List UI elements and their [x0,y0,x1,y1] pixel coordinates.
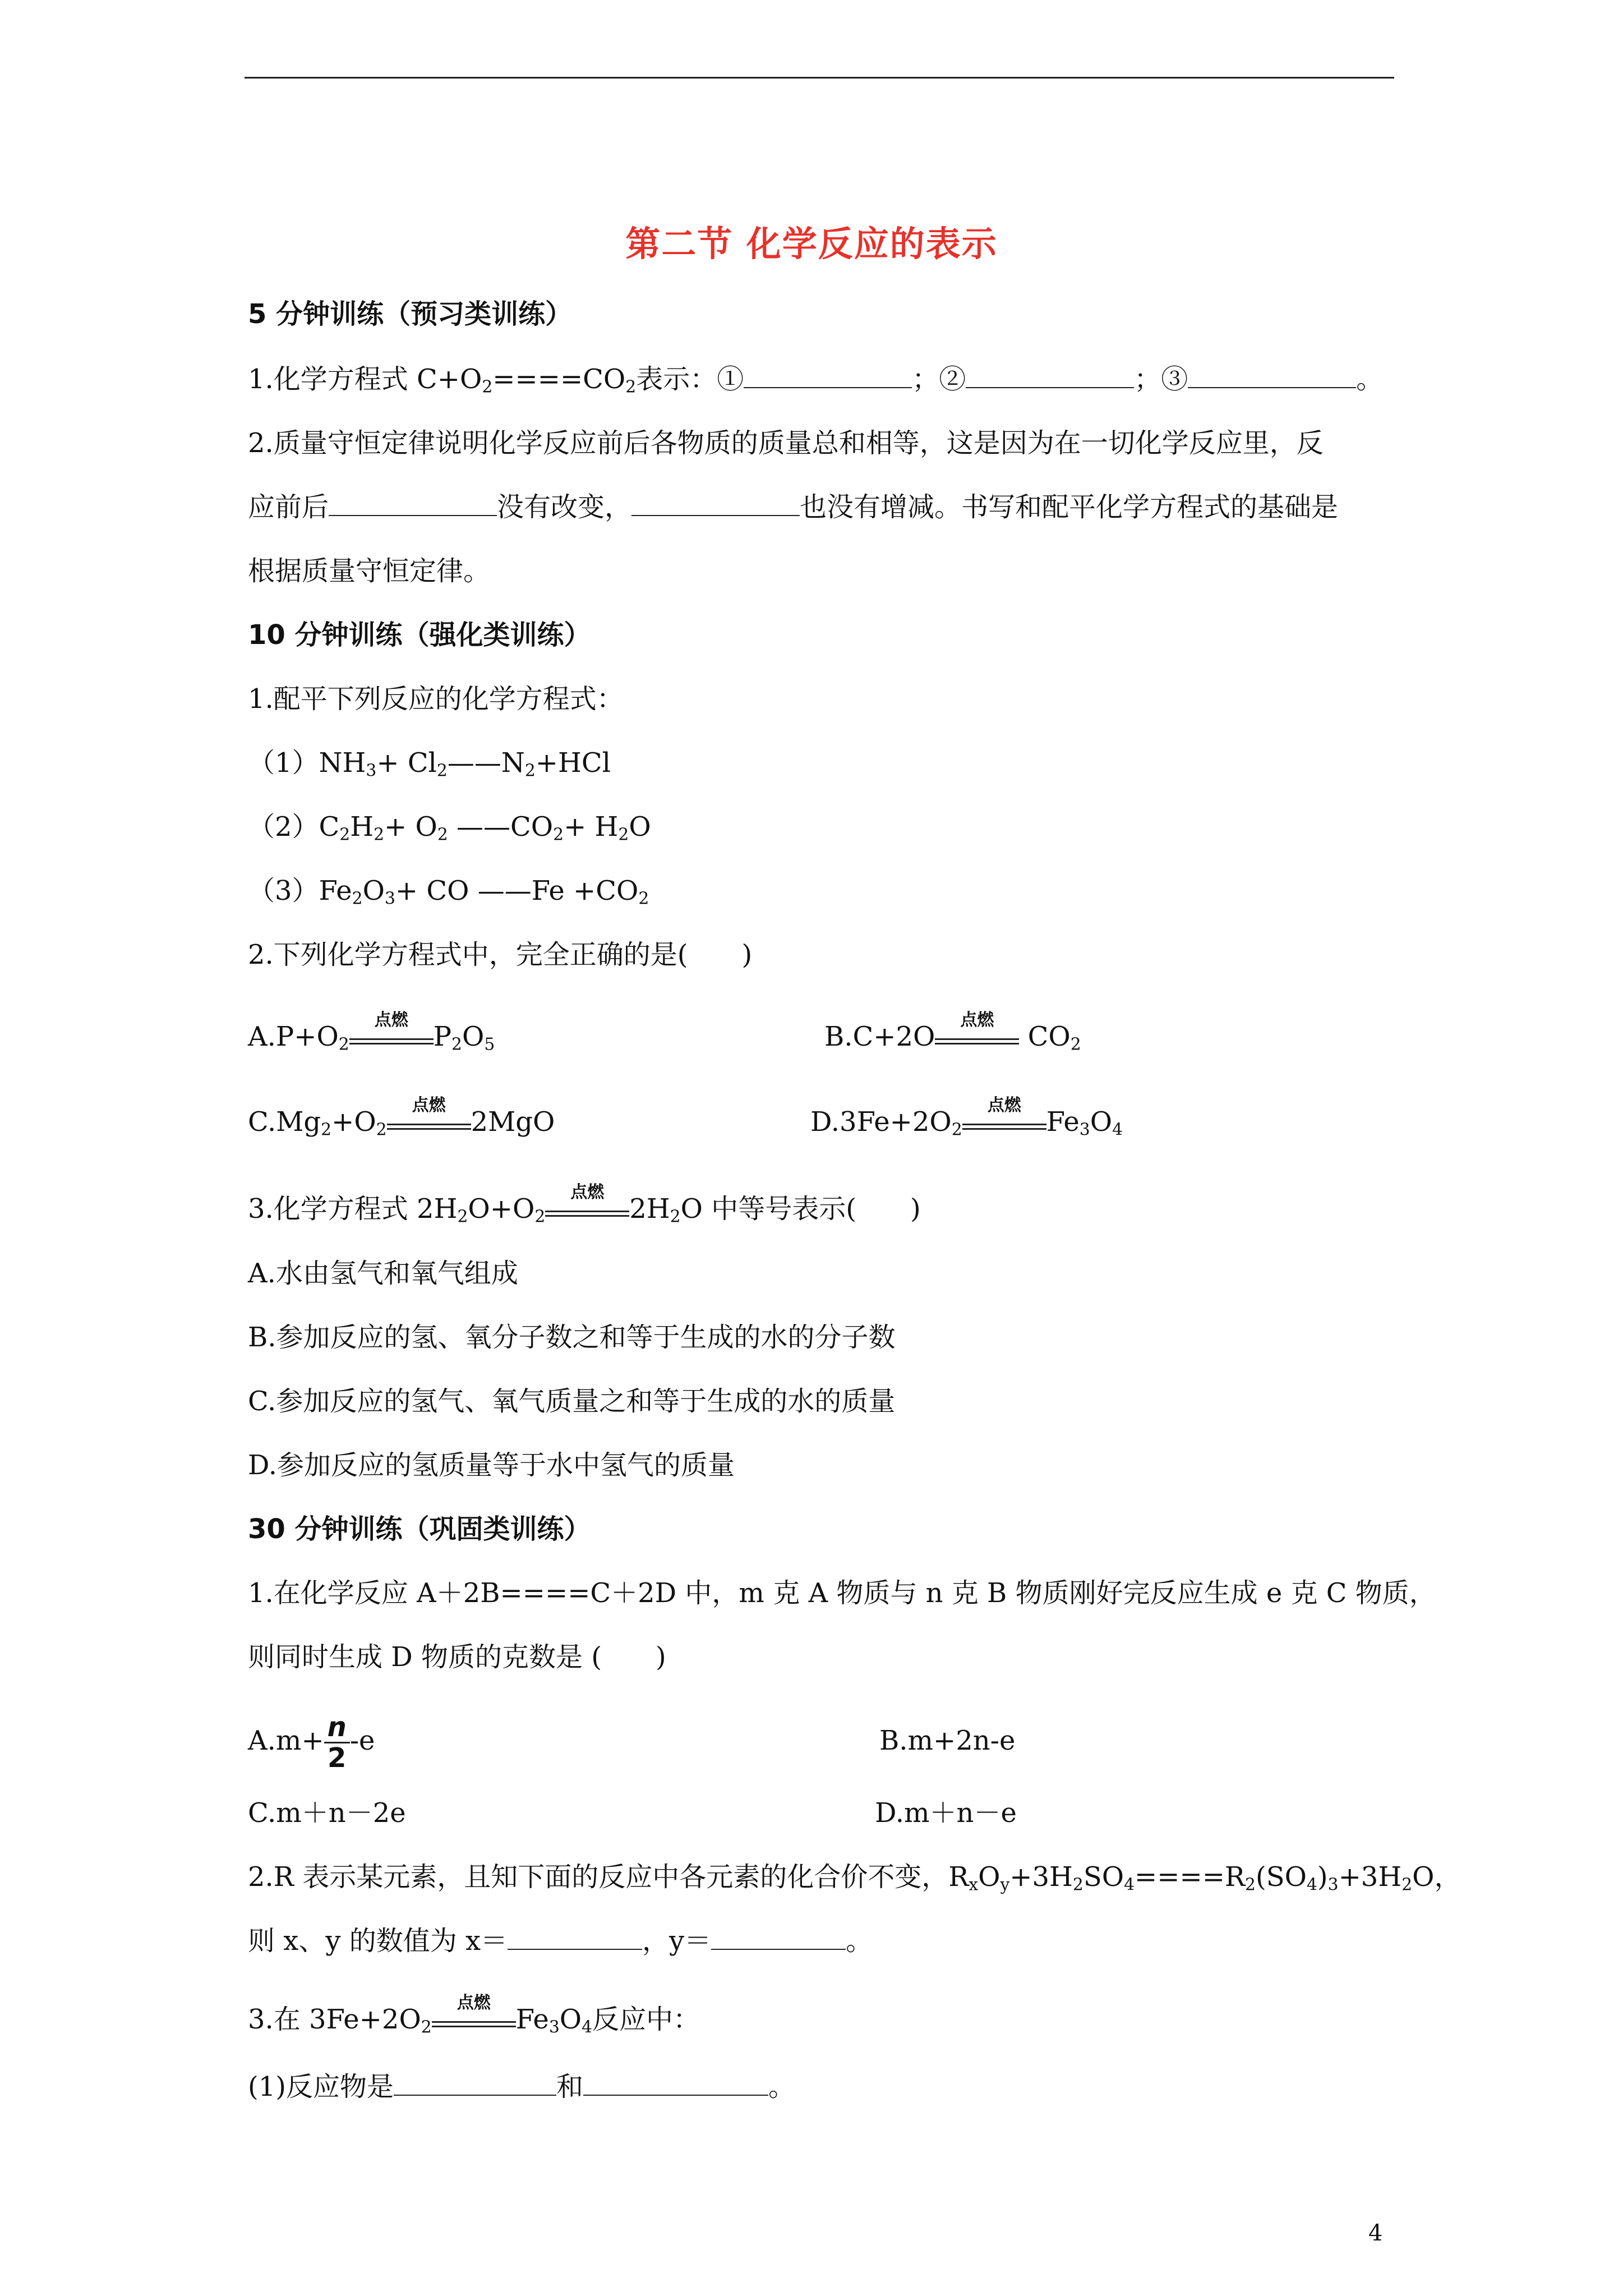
question-1-1: 1.化学方程式 $C+O_2====CO_2$表示：① ；② ；③ 。 [248,364,1384,397]
option-2-3-b: B.参加反应的氢、氧分子数之和等于生成的水的分子数 [248,1322,896,1353]
question-2-1: 1.配平下列反应的化学方程式： [248,683,624,715]
question-3-3: 3.在 $3Fe+2O_2$ 点燃 $Fe_3O_4$反应中： [248,1993,700,2037]
option-2-3-d: D.参加反应的氢质量等于水中氢气的质量 [248,1450,735,1481]
answer-blank-x[interactable] [508,1924,642,1950]
question-1-2-line2: 应前后 没有改变， 也没有增减。书写和配平化学方程式的基础是 [248,491,1339,523]
equation-1: $(1)NH_3+$ $Cl_2——N_2+HCl$ [248,747,611,781]
equation-2: $(2)C_2H_2+ O_2$ $——CO_2+ H_2O$ [248,811,651,845]
question-3-1-line2: 则同时生成 D 物质的克数是 ( ) [248,1641,666,1673]
question-2-2: 2.下列化学方程式中，完全正确的是( ) [248,939,753,970]
option-2-3-c: C.参加反应的氢气、氧气质量之和等于生成的水的质量 [248,1386,896,1417]
answer-blank[interactable] [631,490,800,516]
section-heading-5min: 5 分钟训练（预习类训练） [248,298,573,330]
question-1-2-line1: 2.质量守恒定律说明化学反应前后各物质的质量总和相等，这是因为在一切化学反应里，反 [248,427,1324,459]
option-3-1-b: B.m+2n-e [879,1725,1016,1756]
question-2-3: 3.化学方程式 $2H_2O+O_2$ 点燃 $2H_2O$ 中等号表示( ) [248,1182,921,1227]
section-heading-30min: 30 分钟训练（巩固类训练） [248,1513,591,1545]
answer-blank-y[interactable] [711,1924,846,1950]
question-1-2-line3: 根据质量守恒定律。 [248,555,491,587]
option-3-1-c: C.m＋n－2e [248,1797,406,1829]
option-2-2-a: $A.P+O_2$ 点燃 $P_2O_5$ [248,1010,495,1055]
page-number: 4 [1368,2220,1383,2246]
answer-blank[interactable] [329,490,497,516]
question-3-2-line1: 2.R 表示某元素，且知下面的反应中各元素的化合价不变，$R_xO_y+3H_2SO_4====R_2(SO_4)_3+3H_2O$， [248,1861,1461,1895]
answer-blank[interactable] [966,362,1134,388]
option-2-2-d: $D.3Fe+2O_2$ 点燃 $Fe_3O_4$ [810,1096,1123,1140]
section-heading-10min: 10 分钟训练（强化类训练） [248,619,591,651]
option-3-1-a: A.m+ $\frac{n}{2}$ -e [248,1711,375,1774]
header-rule [245,77,1394,79]
question-3-3-1: (1)反应物是 和 。 [248,2071,796,2102]
page-title: 第二节 化学反应的表示 [625,223,998,264]
option-2-3-a: A.水由氢气和氧气组成 [248,1258,518,1289]
answer-blank[interactable] [1188,362,1356,388]
answer-blank[interactable] [583,2070,768,2096]
option-2-2-b: B.C+2O 点燃 $CO_2$ [824,1010,1081,1055]
answer-blank[interactable] [744,362,912,388]
equation-3: $(3)Fe_2O_3+$ CO ——Fe $+CO_2$ [248,875,649,909]
question-3-1-line1: 1.在化学反应 A＋2B====C＋2D 中，m 克 A 物质与 n 克 B 物质刚好完反应生成 e 克 C 物质， [248,1577,1436,1609]
fraction-n-over-2: $\frac{n}{2}$ [324,1713,350,1773]
answer-blank[interactable] [394,2070,556,2096]
option-2-2-c: $C.Mg_2+O_2$ 点燃 2MgO [248,1096,555,1140]
question-3-2-line2: 则 x、y 的数值为 x＝ ，y＝ 。 [248,1925,873,1957]
option-3-1-d: D.m＋n－e [875,1797,1017,1829]
